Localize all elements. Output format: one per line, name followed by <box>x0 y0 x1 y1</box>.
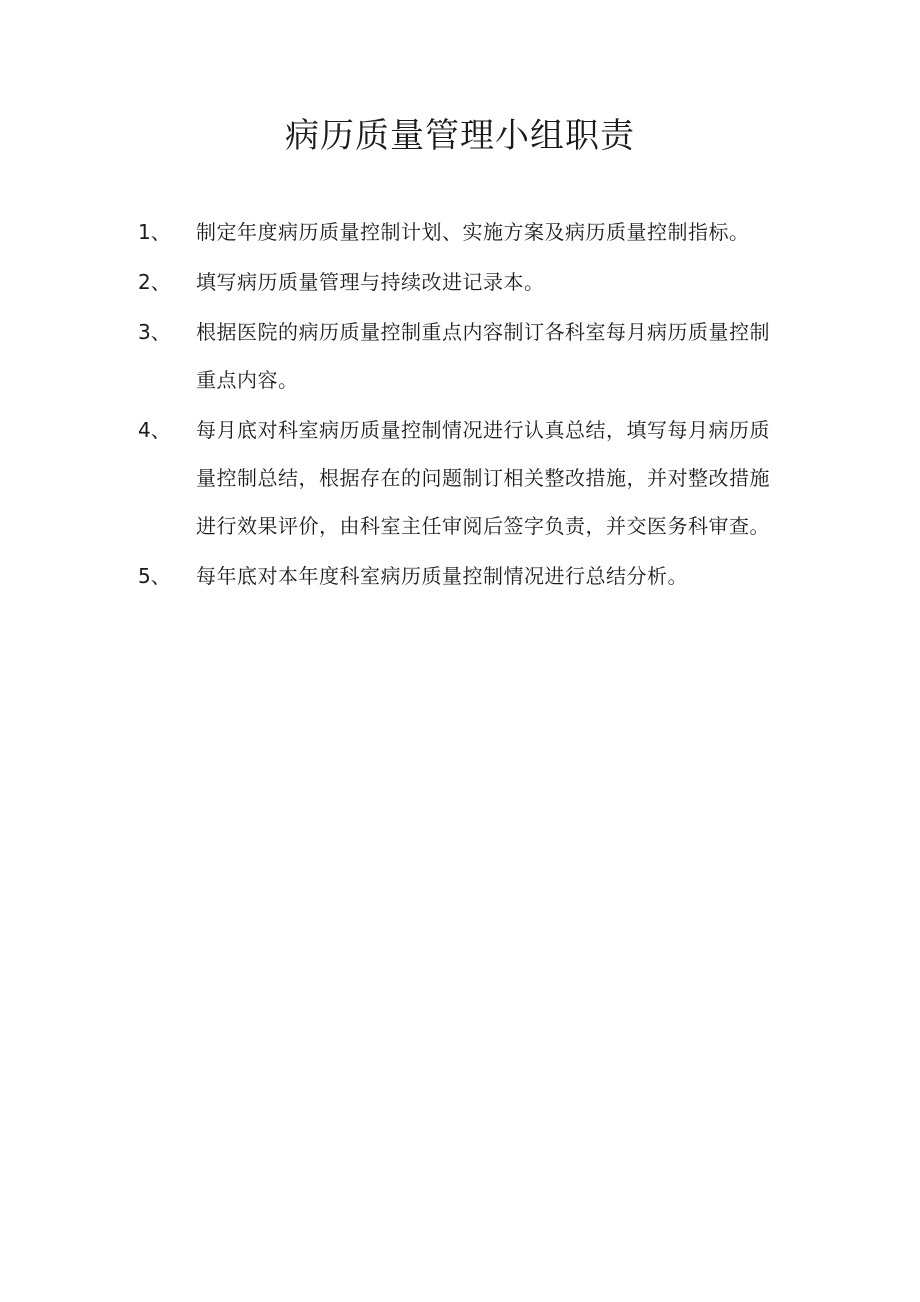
item-text: 每年底对本年度科室病历质量控制情况进行总结分析。 <box>196 564 688 588</box>
list-item <box>138 308 788 404</box>
item-number: 1、 <box>138 220 171 244</box>
duty-list <box>138 208 788 602</box>
list-item <box>138 208 788 256</box>
page-title: 病历质量管理小组职责 <box>285 116 635 156</box>
item-number: 5、 <box>138 564 171 588</box>
item-number: 2、 <box>138 270 171 294</box>
list-item <box>138 552 788 600</box>
item-text: 填写病历质量管理与持续改进记录本。 <box>196 270 545 294</box>
item-number: 3、 <box>138 320 171 344</box>
item-text: 每月底对科室病历质量控制情况进行认真总结，填写每月病历质量控制总结，根据存在的问题制订相关整改措施，并对整改措施进行效果评价，由科室主任审阅后签字负责，并交医务科审查。 <box>196 418 770 538</box>
item-text: 制定年度病历质量控制计划、实施方案及病历质量控制指标。 <box>196 220 750 244</box>
item-text: 根据医院的病历质量控制重点内容制订各科室每月病历质量控制重点内容。 <box>196 320 770 392</box>
list-item <box>138 406 788 550</box>
item-number: 4、 <box>138 418 171 442</box>
list-item <box>138 258 788 306</box>
